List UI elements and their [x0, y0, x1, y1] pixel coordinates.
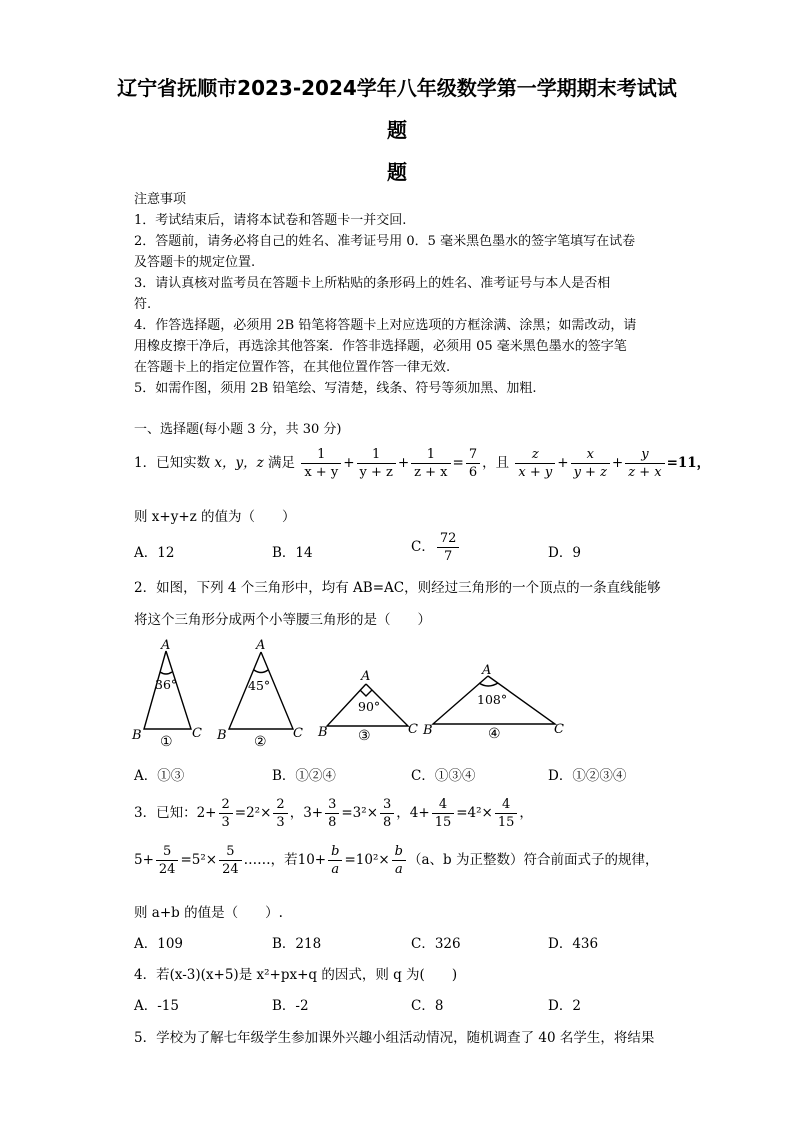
q4-option-a[interactable]: A．-15: [134, 998, 179, 1014]
notice-line: 3．请认真核对监考员在答题卡上所粘贴的条形码上的姓名、准考证号与本人是否相: [134, 276, 611, 291]
q1-frac: $\frac{1}{z + x}$: [411, 446, 450, 481]
q2-option-b[interactable]: B．①②④: [272, 768, 336, 784]
angle-arc-2: [254, 670, 268, 673]
angle-36: 36°: [155, 677, 178, 692]
q1-line2: 则 x+y+z 的值为（ ）: [134, 509, 296, 525]
question-1: 1．已知实数 x，y，z 满足 $\frac{1}{x + y}$ + $\frac{1}{y + z}$ + $\frac{1}{z + x}$ = $\frac{7}{6}$ ，且 $\frac{z}{x + y}$ + $\frac{x}{y + z}$ + $\frac{y}{z + x}$ =11，: [134, 447, 711, 480]
label-b2: B: [217, 728, 227, 743]
angle-arc-4: [479, 683, 498, 686]
label-a4: A: [482, 663, 492, 678]
q4-option-c[interactable]: C．8: [411, 998, 444, 1014]
triangles-figure: [125, 636, 585, 754]
angle-arc-1: [160, 672, 172, 674]
q2-line2: 将这个三角形分成两个小等腰三角形的是（ ）: [134, 612, 431, 628]
label-b4: B: [423, 723, 433, 738]
q3-option-b[interactable]: B．218: [272, 936, 322, 952]
q1-eq: =11，: [666, 455, 711, 471]
q1-frac: $\frac{1}{y + z}$: [357, 446, 396, 481]
q2-line1: 2．如图，下列 4 个三角形中，均有 AB=AC，则经过三角形的一个顶点的一条直线能够: [134, 580, 661, 596]
page-title: 辽宁省抚顺市2023-2024学年八年级数学第一学期期末考试试: [117, 76, 677, 100]
notice-line: 符.: [134, 297, 152, 312]
num-1: ①: [160, 734, 173, 750]
notice-line: 1．考试结束后，请将本试卷和答题卡一并交回.: [134, 213, 407, 228]
q1-option-d[interactable]: D．9: [548, 545, 581, 561]
label-c1: C: [192, 726, 202, 741]
q1-mid: 满足: [263, 455, 296, 471]
label-b3: B: [318, 725, 328, 740]
q2-option-d[interactable]: D．①②③④: [548, 768, 627, 784]
q1-vars: x，y，z: [214, 455, 264, 471]
notice-line: 用橡皮擦干净后，再选涂其他答案．作答非选择题，必须用 05 毫米黑色墨水的签字笔: [134, 339, 627, 354]
angle-90: 90°: [358, 699, 381, 714]
q3-option-c[interactable]: C．326: [411, 936, 461, 952]
label-a2: A: [256, 638, 266, 653]
q3-option-d[interactable]: D．436: [548, 936, 599, 952]
q5-line1: 5．学校为了解七年级学生参加课外兴趣小组活动情况，随机调查了 40 名学生，将结果: [134, 1030, 655, 1046]
page-title-dup: 题: [387, 160, 407, 184]
notice-line: 在答题卡上的指定位置作答，在其他位置作答一律无效.: [134, 360, 451, 375]
q2-option-c[interactable]: C．①③④: [411, 768, 476, 784]
label-a1: A: [161, 638, 171, 653]
label-a3: A: [361, 669, 371, 684]
page-title-cont: 题: [387, 118, 407, 142]
num-2: ②: [254, 734, 267, 750]
q1-frac: $\frac{x}{y + z}$: [571, 446, 610, 481]
q3-line2: 5+ $\frac{5}{24}$ =5²× $\frac{5}{24}$ ……，若10+ $\frac{b}{a}$ =10²× $\frac{b}{a}$ （a、b 为正整数）符合前面式子的规律，: [134, 844, 659, 877]
angle-108: 108°: [477, 692, 508, 707]
angle-45: 45°: [248, 678, 271, 693]
q1-frac: $\frac{z}{x + y}$: [515, 446, 555, 481]
notice-line: 5．如需作图，须用 2B 铅笔绘、写清楚，线条、符号等须加黑、加粗.: [134, 381, 537, 396]
notice-line: 2．答题前，请务必将自己的姓名、准考证号用 0．5 毫米黑色墨水的签字笔填写在试卷: [134, 234, 636, 249]
q1-frac: $\frac{1}{x + y}$: [301, 446, 341, 481]
q4-option-b[interactable]: B．-2: [272, 998, 309, 1014]
q1-frac: $\frac{y}{z + x}$: [625, 446, 664, 481]
label-c4: C: [554, 722, 564, 737]
label-c3: C: [408, 722, 418, 737]
q1-option-a[interactable]: A．12: [134, 545, 175, 561]
q1-prefix: 1．已知实数: [134, 455, 215, 471]
q3-line1: 3．已知：2+ $\frac{2}{3}$ =2²× $\frac{2}{3}$ ，3+ $\frac{3}{8}$ =3²× $\frac{3}{8}$ ，4+ $\frac{4}{15}$ =4²× $\frac{4}{15}$ ，: [134, 797, 533, 830]
q3-line3: 则 a+b 的值是（ ）.: [134, 905, 283, 921]
num-3: ③: [358, 728, 371, 744]
q4-option-d[interactable]: D．2: [548, 998, 581, 1014]
q2-option-a[interactable]: A．①③: [134, 768, 185, 784]
num-4: ④: [488, 726, 501, 742]
q1-frac: $\frac{7}{6}$: [466, 446, 480, 481]
label-b1: B: [132, 728, 142, 743]
q4-line1: 4．若(x-3)(x+5)是 x²+px+q 的因式，则 q 为( ): [134, 967, 458, 983]
notice-heading: 注意事项: [134, 192, 187, 207]
section-heading: 一、选择题(每小题 3 分，共 30 分): [134, 422, 342, 437]
q1-option-c[interactable]: C． $\frac{72}{7}$: [411, 530, 461, 565]
notice-line: 4．作答选择题，必须用 2B 铅笔将答题卡上对应选项的方框涂满、涂黑；如需改动，请: [134, 318, 637, 333]
q3-option-a[interactable]: A．109: [134, 936, 184, 952]
q1-cond: ，且: [482, 455, 510, 471]
label-c2: C: [293, 726, 303, 741]
notice-line: 及答题卡的规定位置.: [134, 255, 256, 270]
right-angle-3: [360, 690, 372, 696]
q1-option-b[interactable]: B．14: [272, 545, 313, 561]
